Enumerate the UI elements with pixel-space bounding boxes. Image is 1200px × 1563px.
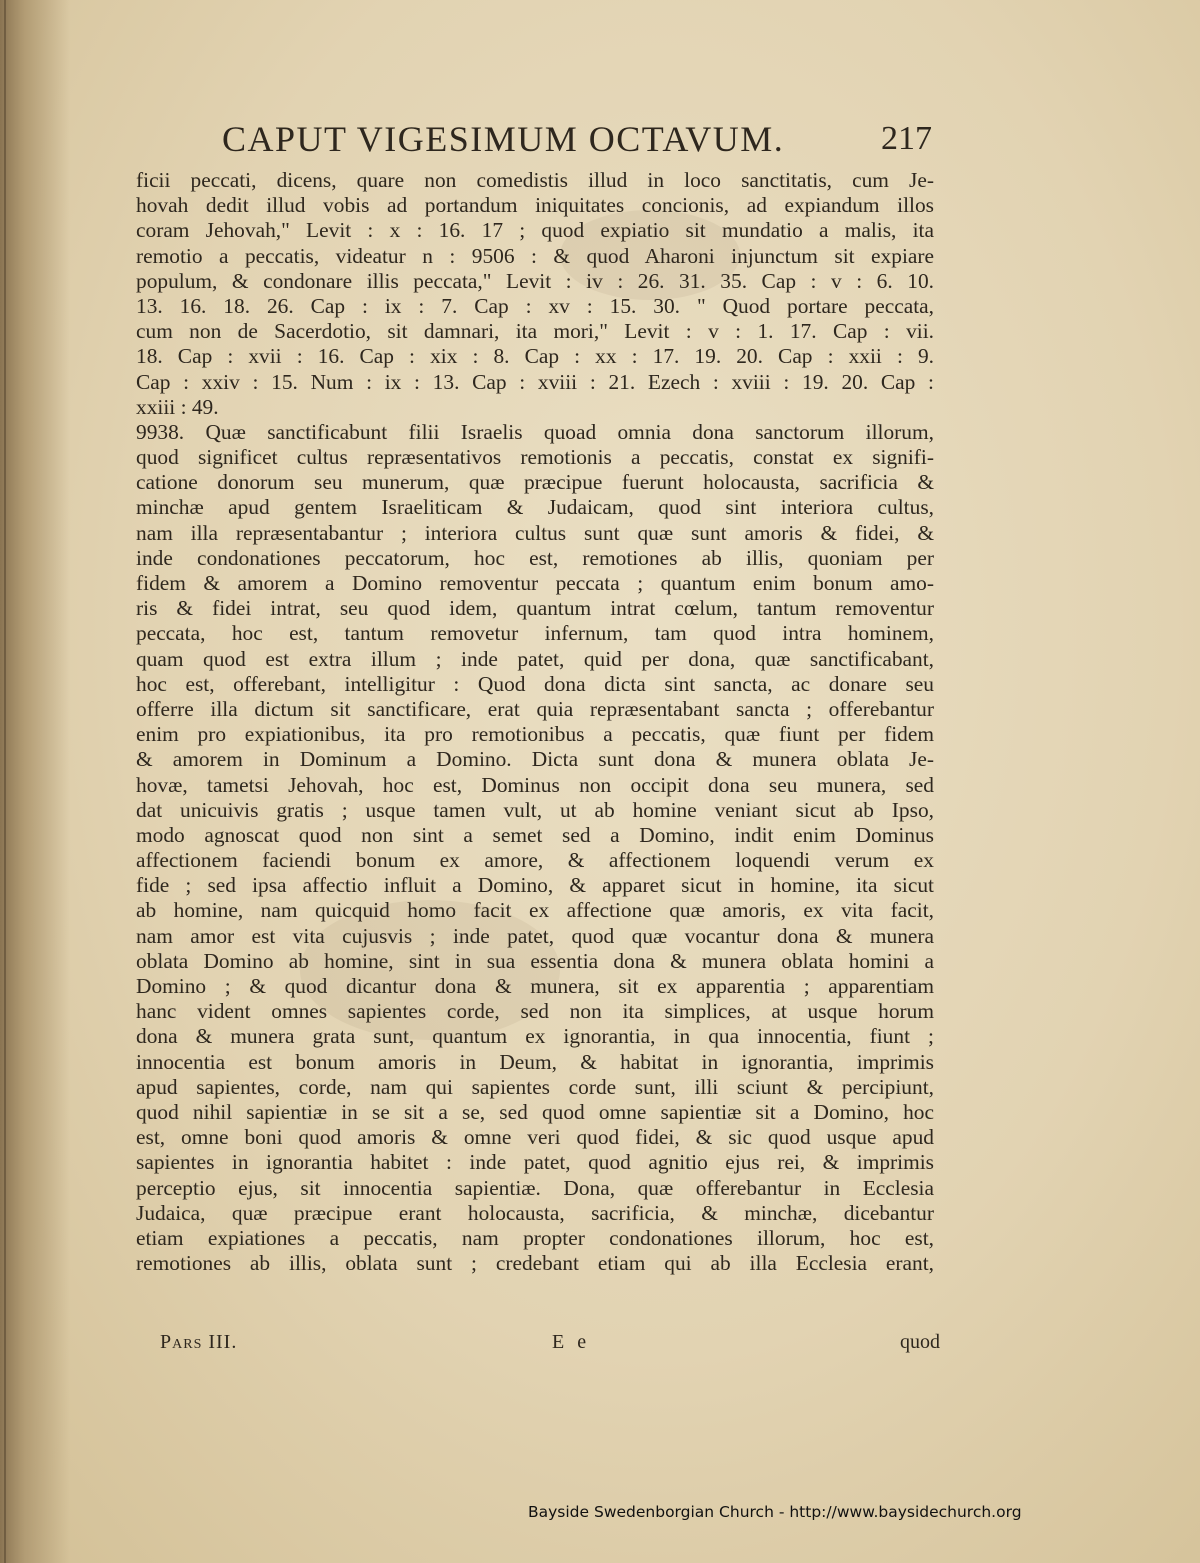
page-gutter-shadow xyxy=(0,0,70,1563)
text-line: & amorem in Dominum a Domino. Dicta sunt dona & munera oblata Je- xyxy=(136,747,934,772)
text-line: minchæ apud gentem Israeliticam & Judaicam, quod sint interiora cultus, xyxy=(136,495,934,520)
text-line: dat unicuivis gratis ; usque tamen vult, ut ab homine veniant sicut ab Ipso, xyxy=(136,797,934,822)
text-line: 13. 16. 18. 26. Cap : ix : 7. Cap : xv : 15. 30. " Quod portare peccata, xyxy=(136,293,934,318)
text-line: oblata Domino ab homine, sint in sua essentia dona & munera oblata homini a xyxy=(136,948,934,973)
page-edge xyxy=(4,0,6,1563)
text-line: coram Jehovah," Levit : x : 16. 17 ; quod expiatio sit mundatio a malis, ita xyxy=(136,218,934,243)
running-title: CAPUT VIGESIMUM OCTAVUM. xyxy=(222,119,785,159)
text-line: peccata, hoc est, tantum removetur infernum, tam quod intra hominem, xyxy=(136,621,934,646)
text-line: quod significet cultus repræsentativos remotionis a peccatis, constat ex signifi- xyxy=(136,445,934,470)
page-footer xyxy=(160,1331,940,1361)
text-line: sapientes in ignorantia habitet : inde patet, quod agnitio ejus rei, & imprimis xyxy=(136,1150,934,1175)
body-text xyxy=(136,168,934,1276)
text-line: xxiii : 49. xyxy=(136,394,219,419)
text-line: perceptio ejus, sit innocentia sapientiæ. Dona, quæ offerebantur in Ecclesia xyxy=(136,1175,934,1200)
part-label: Pars III. xyxy=(160,1331,238,1353)
text-line: affectionem faciendi bonum ex amore, & affectionem loquendi verum ex xyxy=(136,848,934,873)
text-line: Cap : xxiv : 15. Num : ix : 13. Cap : xviii : 21. Ezech : xviii : 19. 20. Cap : xyxy=(136,369,934,394)
text-line: ficii peccati, dicens, quare non comedistis illud in loco sanctitatis, cum Je- xyxy=(136,168,934,192)
text-line: hovah dedit illud vobis ad portandum iniquitates concionis, ad expiandum illos xyxy=(136,193,934,218)
text-line: etiam expiationes a peccatis, nam propter condonationes illorum, hoc est, xyxy=(136,1225,934,1250)
text-line: catione donorum seu munerum, quæ præcipue fuerunt holocausta, sacrificia & xyxy=(136,470,934,495)
text-line: populum, & condonare illis peccata," Levit : iv : 26. 31. 35. Cap : v : 6. 10. xyxy=(136,268,934,293)
text-line: dona & munera grata sunt, quantum ex ignorantia, in qua innocentia, fiunt ; xyxy=(136,1024,934,1049)
watermark: Bayside Swedenborgian Church - http://www.baysidechurch.org xyxy=(528,1503,1022,1521)
signature-mark: E e xyxy=(552,1331,591,1353)
text-line: fide ; sed ipsa affectio influit a Domino, & apparet sicut in homine, ita sicut xyxy=(136,873,934,898)
text-line: hanc vident omnes sapientes corde, sed non ita simplices, at usque horum xyxy=(136,999,934,1024)
running-header xyxy=(222,116,942,162)
text-line: est, omne boni quod amoris & omne veri quod fidei, & sic quod usque apud xyxy=(136,1125,934,1150)
text-line: modo agnoscat quod non sint a semet sed a Domino, indit enim Dominus xyxy=(136,822,934,847)
text-line: remotiones ab illis, oblata sunt ; credebant etiam qui ab illa Ecclesia erant, xyxy=(136,1251,934,1276)
page-number: 217 xyxy=(881,120,932,157)
text-line: fidem & amorem a Domino removentur peccata ; quantum enim bonum amo- xyxy=(136,571,934,595)
text-line: remotio a peccatis, videatur n : 9506 : & quod Aharoni injunctum sit expiare xyxy=(136,243,934,268)
text-line: nam illa repræsentabantur ; interiora cultus sunt quæ sunt amoris & fidei, & xyxy=(136,520,934,545)
text-line: quam quod est extra illum ; inde patet, quid per dona, quæ sanctificabant, xyxy=(136,646,934,671)
text-line: hoc est, offerebant, intelligitur : Quod dona dicta sint sancta, ac donare seu xyxy=(136,671,934,696)
text-line: apud sapientes, corde, nam qui sapientes corde sunt, illi sciunt & percipiunt, xyxy=(136,1074,934,1099)
text-line: Domino ; & quod dicantur dona & munera, sit ex apparentia ; apparentiam xyxy=(136,974,934,998)
text-line: inde condonationes peccatorum, hoc est, remotiones ab illis, quoniam per xyxy=(136,545,934,570)
text-line: ris & fidei intrat, seu quod idem, quantum intrat cœlum, tantum removentur xyxy=(136,596,934,621)
text-line: hovæ, tametsi Jehovah, hoc est, Dominus non occipit dona seu munera, sed xyxy=(136,772,934,797)
text-line: Judaica, quæ præcipue erant holocausta, sacrificia, & minchæ, dicebantur xyxy=(136,1200,934,1225)
text-line: 9938. Quæ sanctificabunt filii Israelis quoad omnia dona sanctorum illorum, xyxy=(136,419,934,444)
text-line: cum non de Sacerdotio, sit damnari, ita mori," Levit : v : 1. 17. Cap : vii. xyxy=(136,319,934,344)
text-line: quod nihil sapientiæ in se sit a se, sed quod omne sapientiæ sit a Domino, hoc xyxy=(136,1099,934,1124)
text-line: innocentia est bonum amoris in Deum, & habitat in ignorantia, imprimis xyxy=(136,1049,934,1074)
text-line: ab homine, nam quicquid homo facit ex affectione quæ amoris, ex vita facit, xyxy=(136,898,934,923)
text-line: enim pro expiationibus, ita pro remotionibus a peccatis, quæ fiunt per fidem xyxy=(136,722,934,747)
text-line: 18. Cap : xvii : 16. Cap : xix : 8. Cap : xx : 17. 19. 20. Cap : xxii : 9. xyxy=(136,344,934,369)
text-line: offerre illa dictum sit sanctificare, erat quia repræsentabant sancta ; offerebantur xyxy=(136,696,934,721)
text-line: nam amor est vita cujusvis ; inde patet, quod quæ vocantur dona & munera xyxy=(136,923,934,948)
catchword: quod xyxy=(900,1331,940,1353)
